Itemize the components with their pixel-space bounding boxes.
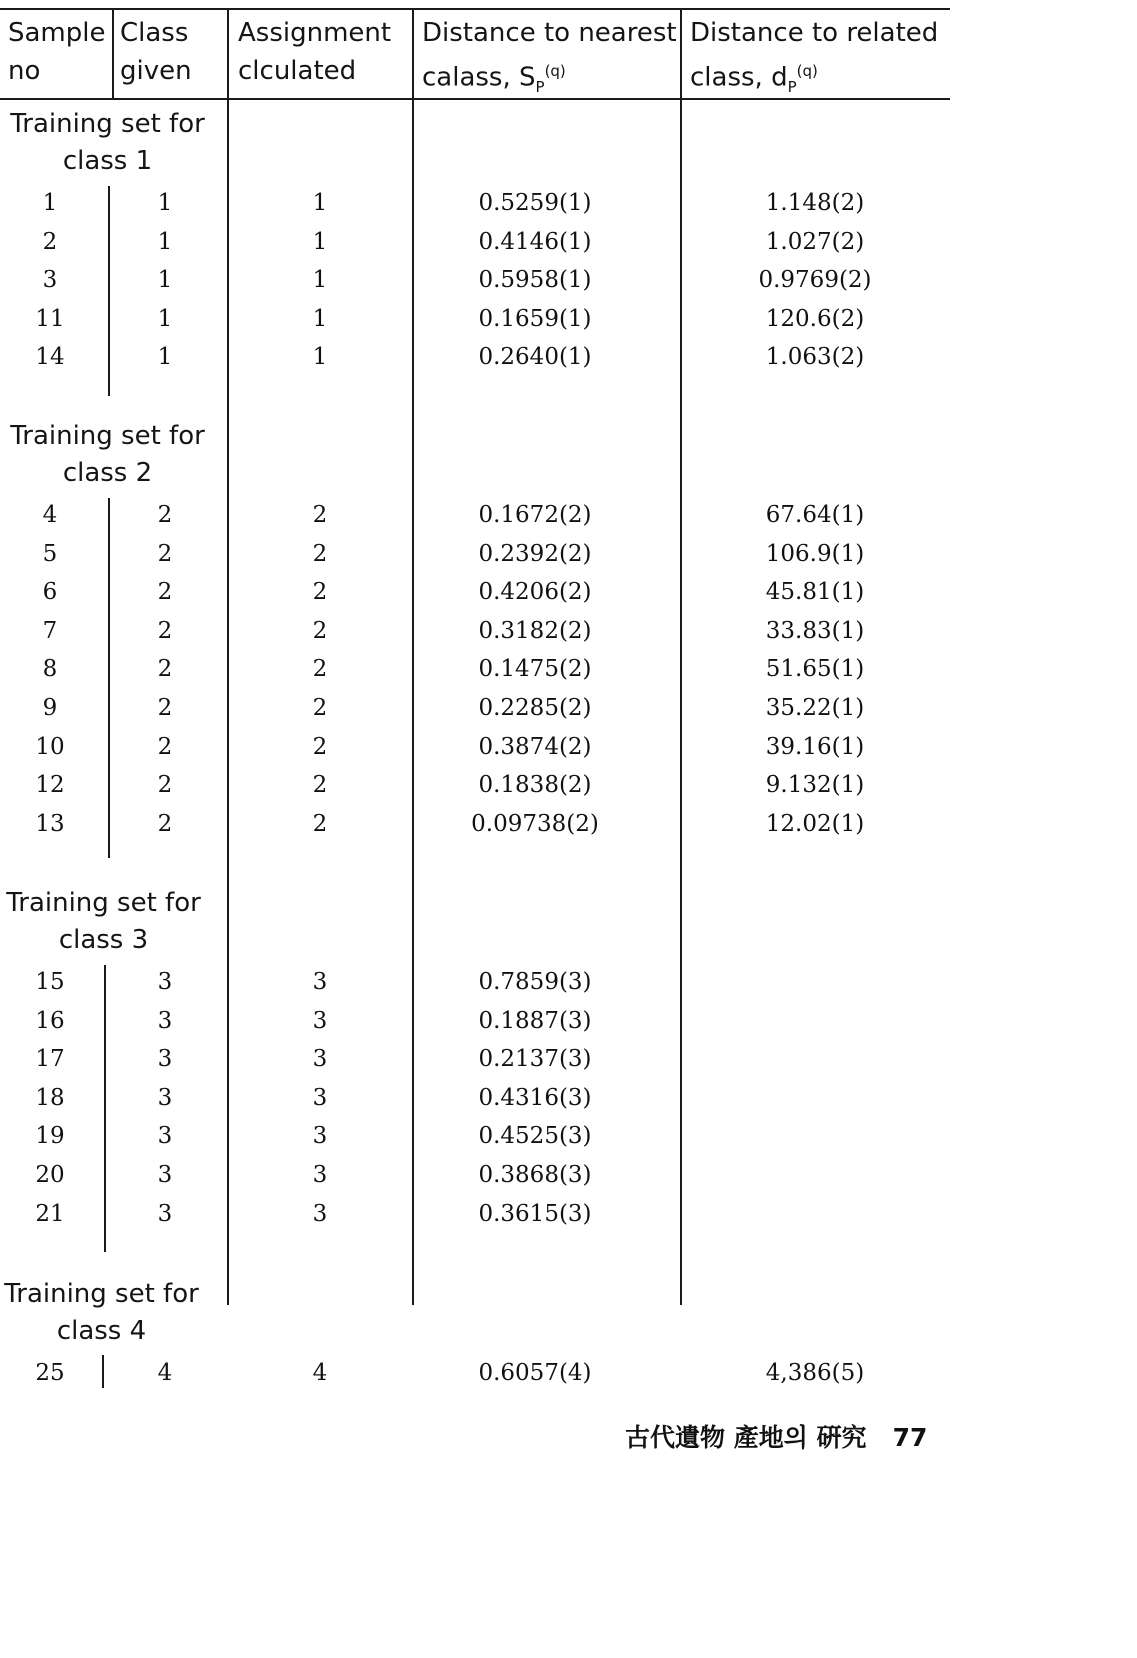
cell-sample: 25: [35, 1360, 65, 1386]
cell-assign: 2: [312, 772, 328, 798]
cell-assign: 3: [312, 1046, 328, 1072]
cell-assign: 1: [312, 344, 328, 370]
cell-given: 3: [157, 1201, 173, 1227]
header-given-line2: given: [120, 56, 192, 86]
cell-nearest: 0.5958(1): [478, 267, 592, 293]
cell-nearest: 0.1659(1): [478, 306, 592, 332]
cell-nearest: 0.2285(2): [478, 695, 592, 721]
cell-related: [715, 963, 915, 1001]
cell-nearest: 0.2392(2): [478, 541, 592, 567]
cell-given: 3: [157, 1008, 173, 1034]
table-row: [0, 1002, 960, 1040]
header-related-sub: P: [787, 77, 797, 96]
cell-given: 3: [157, 1162, 173, 1188]
header-related-label: class, d: [690, 62, 788, 93]
page-number: 77: [892, 1423, 928, 1452]
cell-assign: 3: [312, 1162, 328, 1188]
cell-related: 120.6(2): [765, 306, 865, 332]
cell-related: [715, 1156, 915, 1194]
cell-nearest: 0.3182(2): [478, 618, 592, 644]
cell-given: 1: [157, 190, 173, 216]
cell-assign: 2: [312, 734, 328, 760]
cell-given: 2: [157, 811, 173, 837]
cell-related: 35.22(1): [765, 695, 865, 721]
header-sample-line1: Sample: [8, 18, 106, 48]
cell-sample: 11: [35, 306, 65, 332]
top-rule: [0, 8, 950, 10]
table-row: [0, 650, 960, 688]
cell-given: 2: [157, 734, 173, 760]
table-row: [0, 1040, 960, 1078]
cell-given: 1: [157, 229, 173, 255]
cell-related: 106.9(1): [765, 541, 865, 567]
cell-sample: 5: [42, 541, 58, 567]
table-row: [0, 261, 960, 299]
cell-assign: 1: [312, 229, 328, 255]
cell-given: 2: [157, 618, 173, 644]
header-related-sup: (q): [796, 62, 818, 80]
table-row: [0, 728, 960, 766]
cell-sample: 21: [35, 1201, 65, 1227]
header-assignment: [238, 14, 391, 90]
section-title-line: class 4: [56, 1316, 147, 1346]
cell-given: 3: [157, 969, 173, 995]
header-given-line1: Class: [120, 18, 189, 48]
cell-related: 4,386(5): [765, 1360, 865, 1386]
cell-sample: 4: [42, 502, 58, 528]
table-row: [0, 689, 960, 727]
cell-sample: 8: [42, 656, 58, 682]
table-row: [0, 300, 960, 338]
cell-related: 1.027(2): [765, 229, 865, 255]
table-row: [0, 535, 960, 573]
table-row: [0, 766, 960, 804]
section-title: [0, 1276, 209, 1350]
header-related-line1: Distance to related: [690, 18, 939, 48]
table-row: [0, 963, 960, 1001]
cell-related: 33.83(1): [765, 618, 865, 644]
section-title-line: Training set for: [10, 421, 205, 451]
cell-given: 3: [157, 1046, 173, 1072]
header-assignment-line1: Assignment: [238, 18, 392, 48]
cell-assign: 3: [312, 1123, 328, 1149]
header-nearest-sup: (q): [544, 62, 566, 80]
cell-nearest: 0.3615(3): [478, 1201, 592, 1227]
cell-sample: 19: [35, 1123, 65, 1149]
cell-related: [715, 1117, 915, 1155]
cell-related: [715, 1040, 915, 1078]
cell-assign: 2: [312, 541, 328, 567]
cell-nearest: 0.1672(2): [478, 502, 592, 528]
cell-sample: 12: [35, 772, 65, 798]
cell-assign: 3: [312, 1085, 328, 1111]
cell-nearest: 0.4146(1): [478, 229, 592, 255]
cell-nearest: 0.4316(3): [478, 1085, 592, 1111]
cell-related: 1.063(2): [765, 344, 865, 370]
table-row: [0, 1354, 960, 1392]
section-title-line: class 1: [62, 146, 153, 176]
cell-given: 1: [157, 344, 173, 370]
header-sample: [8, 14, 106, 90]
cell-assign: 3: [312, 1201, 328, 1227]
cell-nearest: 0.3868(3): [478, 1162, 592, 1188]
header-nearest-line1: Distance to nearest: [422, 18, 677, 48]
table-row: [0, 1117, 960, 1155]
cell-sample: 16: [35, 1008, 65, 1034]
cell-related: [715, 1079, 915, 1117]
cell-sample: 2: [42, 229, 58, 255]
cell-given: 2: [157, 656, 173, 682]
table-row: [0, 496, 960, 534]
cell-related: 39.16(1): [765, 734, 865, 760]
cell-nearest: 0.2640(1): [478, 344, 592, 370]
cell-nearest: 0.2137(3): [478, 1046, 592, 1072]
cell-sample: 3: [42, 267, 58, 293]
cell-nearest: 0.5259(1): [478, 190, 592, 216]
cell-assign: 2: [312, 502, 328, 528]
cell-related: 1.148(2): [765, 190, 865, 216]
cell-given: 3: [157, 1085, 173, 1111]
table-row: [0, 184, 960, 222]
table-row: [0, 805, 960, 843]
header-divider-1: [112, 8, 114, 100]
table-row: [0, 223, 960, 261]
cell-nearest: 0.1838(2): [478, 772, 592, 798]
cell-sample: 13: [35, 811, 65, 837]
cell-given: 2: [157, 579, 173, 605]
cell-given: 2: [157, 541, 173, 567]
section-title-line: Training set for: [4, 1279, 199, 1309]
table-row: [0, 573, 960, 611]
cell-nearest: 0.1475(2): [478, 656, 592, 682]
section-title-line: class 3: [58, 925, 149, 955]
running-title: 古代遺物 產地의 硏究: [625, 1423, 867, 1452]
cell-assign: 1: [312, 190, 328, 216]
cell-sample: 17: [35, 1046, 65, 1072]
header-nearest-sub: P: [535, 77, 545, 96]
header-given: [120, 14, 192, 90]
cell-nearest: 0.4206(2): [478, 579, 592, 605]
section-title-line: class 2: [62, 458, 153, 488]
cell-nearest: 0.7859(3): [478, 969, 592, 995]
section-title: [0, 418, 215, 492]
cell-assign: 1: [312, 267, 328, 293]
cell-related: [715, 1195, 915, 1233]
cell-given: 2: [157, 502, 173, 528]
cell-assign: 1: [312, 306, 328, 332]
cell-sample: 1: [42, 190, 58, 216]
header-assignment-line2: clculated: [238, 56, 357, 86]
table-row: [0, 1195, 960, 1233]
section-title-line: Training set for: [10, 109, 205, 139]
table-row: [0, 612, 960, 650]
cell-assign: 3: [312, 969, 328, 995]
cell-sample: 18: [35, 1085, 65, 1111]
cell-nearest: 0.1887(3): [478, 1008, 592, 1034]
cell-sample: 15: [35, 969, 65, 995]
cell-sample: 20: [35, 1162, 65, 1188]
cell-sample: 7: [42, 618, 58, 644]
cell-nearest: 0.4525(3): [478, 1123, 592, 1149]
header-rule: [0, 98, 950, 100]
cell-given: 2: [157, 695, 173, 721]
cell-given: 1: [157, 267, 173, 293]
cell-related: [715, 1002, 915, 1040]
cell-given: 1: [157, 306, 173, 332]
cell-given: 4: [157, 1360, 173, 1386]
cell-assign: 2: [312, 618, 328, 644]
section-title: [0, 885, 211, 959]
cell-assign: 2: [312, 695, 328, 721]
cell-related: 51.65(1): [765, 656, 865, 682]
cell-given: 2: [157, 772, 173, 798]
cell-nearest: 0.3874(2): [478, 734, 592, 760]
table-row: [0, 1156, 960, 1194]
cell-related: 45.81(1): [765, 579, 865, 605]
cell-sample: 10: [35, 734, 65, 760]
page-footer: [625, 1418, 927, 1454]
cell-assign: 4: [312, 1360, 328, 1386]
cell-assign: 3: [312, 1008, 328, 1034]
header-nearest: [422, 14, 677, 106]
cell-sample: 9: [42, 695, 58, 721]
section-title: [0, 106, 215, 180]
cell-assign: 2: [312, 656, 328, 682]
cell-related: 12.02(1): [765, 811, 865, 837]
header-sample-line2: no: [8, 56, 41, 86]
cell-sample: 6: [42, 579, 58, 605]
section-title-line: Training set for: [6, 888, 201, 918]
cell-sample: 14: [35, 344, 65, 370]
cell-assign: 2: [312, 811, 328, 837]
cell-related: 0.9769(2): [758, 267, 872, 293]
cell-related: 9.132(1): [765, 772, 865, 798]
table-row: [0, 1079, 960, 1117]
header-related: [690, 14, 938, 106]
cell-given: 3: [157, 1123, 173, 1149]
cell-nearest: 0.6057(4): [478, 1360, 592, 1386]
header-nearest-label: calass, S: [422, 62, 536, 93]
cell-nearest: 0.09738(2): [471, 811, 599, 837]
cell-related: 67.64(1): [765, 502, 865, 528]
table-row: [0, 338, 960, 376]
cell-assign: 2: [312, 579, 328, 605]
